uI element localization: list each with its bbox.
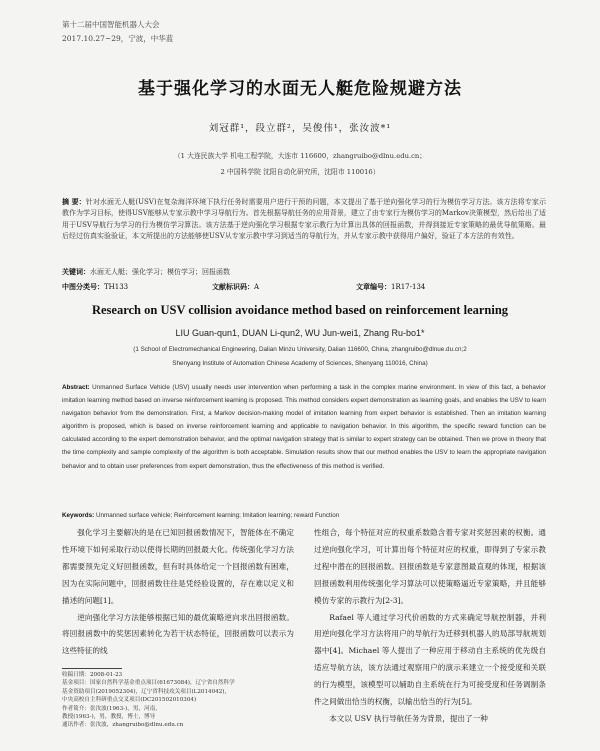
- body-column-right: [314, 525, 546, 728]
- footnote-line: 中央高校自主科研重点交叉项目(DC201502010304): [62, 697, 197, 704]
- title-english: Research on USV collision avoidance method based on reinforcement learning: [91, 303, 509, 317]
- authors-english: LIU Guan-qun1, DUAN Li-qun2, WU Jun-wei1, Zhang Ru-bo1*: [175, 328, 425, 338]
- footnote-divider: [62, 668, 122, 669]
- body-paragraph: Rafael 等人通过学习代价函数的方式来确定导航控制器，并利用逆向强化学习方法将用户的导航行为迁移到机器人的局部导航规划器中[4]。Michael 等人提出了一种应用于移动自主系统的优先级自适应导航方法，该方法通过观察用户的演示来建立一个接受度和关联的行为模型，该模型可以辅助自主系统在行为可接受度和任务调制条件之间做出恰当的权衡，以输出恰当的行为[5]。: [314, 612, 546, 707]
- conference-date: 2017.10.27~29，宁波，中华蓝: [62, 34, 174, 43]
- title-chinese: 基于强化学习的水面无人艇危险规避方法: [138, 79, 462, 99]
- body-paragraph: 强化学习主要解决的是在已知回报函数情况下，智能体在不确定性环境下如何采取行动以使得长期的回报最大化。传统强化学习方法都需要预先定义好回报函数，但有时具体给定一个回报函数有困难，因为在实际问题中，回报函数往往是凭经验设置的，存在难以定义和描述的问题[1]。: [62, 528, 294, 605]
- abstract-chinese-label: 摘 要：: [62, 197, 86, 206]
- affiliation-chinese-1: （1 大连民族大学 机电工程学院，大连市 116600，zhangruibo@dlnu.edu.cn；: [173, 152, 427, 160]
- body-paragraph: 性组合，每个特征对应的权重系数隐含着专家对奖惩因素的权衡。通过逆向强化学习，可计算出每个特征对应的权重，即得到了专家示教过程中潜在的回报函数。回报函数是专家意图最直观的体现，根据该回报函数利用传统强化学习算法可以使策略逼近专家策略，并且能够模仿专家的示教行为[2-3]。: [314, 528, 546, 605]
- keywords-chinese-label: 关键词：: [62, 267, 90, 276]
- footnote-line: 教授(1963-)，男，教授，博士，博导: [62, 714, 156, 721]
- footnote-line: 作者简介：张汝波(1963-)，男，河南，: [62, 705, 161, 712]
- footnote-line: 基金资助项目(2019052304)，辽宁省科技攻关项目(L2014042)，: [62, 688, 231, 695]
- conference-header: [62, 18, 173, 46]
- keywords-english-text: Unmanned surface vehicle; Reinforcement learning; Imitation learning; reward Function: [95, 512, 340, 519]
- authors-chinese: 刘冠群¹，段立群²，吴俊伟¹，张汝波*¹: [208, 123, 392, 134]
- footnote-line: 收稿日期：2008-01-23: [62, 672, 123, 678]
- document-code: 文献标识码：A: [212, 282, 260, 291]
- footnote-line: 通讯作者：张汝波，zhangruibo@dlnu.edu.cn: [62, 722, 184, 729]
- abstract-english-label: Abstract:: [62, 384, 90, 391]
- clc-number: 中图分类号：TH133: [62, 282, 129, 291]
- body-paragraph: 本文以 USV 执行导航任务为背景，提出了一种: [329, 713, 488, 723]
- keywords-english-label: Keywords:: [62, 512, 95, 519]
- abstract-chinese: [62, 196, 546, 242]
- abstract-english: [62, 381, 546, 473]
- affiliation-chinese-2: 2 中国科学院 沈阳自动化研究所，沈阳市 110016）: [220, 168, 380, 176]
- keywords-english: [62, 512, 546, 519]
- body-paragraph: 逆向强化学习方法能够根据已知的最优策略逆向求出回报函数。将回报函数中的奖惩因素转化为若干状态特征，回报函数可以表示为这些特征的线: [62, 612, 294, 656]
- affiliation-english-2: Shenyang Institute of Automation Chinese Academy of Sciences, Shenyang 110016, China): [172, 360, 428, 367]
- affiliation-english-1: (1 School of Electromechanical Engineering, Dalian Minzu University, Dalian 116600, China, zhangruibo@dlnue.du.cn;2: [133, 346, 467, 353]
- keywords-chinese: [62, 267, 230, 277]
- abstract-english-text: Unmanned Surface Vehicle (USV) usually needs user intervention when performing a task in the complex marine environment. In view of this fact, a behavior imitation learning method based on inverse reinforcement learning is proposed. This method considers expert demonstration as learning goals, and enables the USV to learn navigation behavior from the demonstration. First, a Markov decision-making model of imitation learning from expert behavior is established. Then an imitation learning algorithm is proposed, which is based on inverse reinforcement learning and applicable to navigation behavior. In this algorithm, the specific reward function can be calculated according to the expert demonstration behavior, and the optimal navigation strategy that is similar to expert strategy can be obtained. Then we prove in theory that the time complexity and sample complexity of the algorithm is both acceptable. Simulation results show that our method enables the USV to learn the appropriate navigation behavior and to obtain user preferences from expert demonstration, thus the effectiveness of this method is verified.: [62, 384, 546, 470]
- footnote-line: 基金项目：国家自然科学基金重点项目(61673084)，辽宁省自然科学: [62, 680, 235, 687]
- body-column-left: [62, 525, 294, 660]
- keywords-chinese-text: 水面无人艇；强化学习；模仿学习；回报函数: [90, 268, 230, 276]
- article-number: 文章编号：1R17-134: [356, 282, 426, 291]
- conference-name: 第十二届中国智能机器人大会: [62, 20, 160, 29]
- abstract-chinese-text: 针对水面无人艇(USV)在复杂海洋环境下执行任务时需要用户进行干预的问题，本文提出了基于逆向强化学习的行为模仿学习方法。该方法将专家示教作为学习目标，使得USV能够从专家示教中学习导航行为。首先根据导航任务的应用背景，建立了由专家行为模仿学习的Markov决策模型，然后给出了适用于USV导航行为学习的行为模仿学习算法。该方法基于逆向强化学习根据专家示教行为计算出具体的回报函数，并得到接近专家策略的最优导航策略。最后经过仿真实验验证，本文所提出的方法能够使USV从专家示教中学习到适当的导航行为，并从专家示教中获得用户偏好，验证了本方法的有效性。: [62, 198, 546, 240]
- footnotes: [62, 671, 302, 730]
